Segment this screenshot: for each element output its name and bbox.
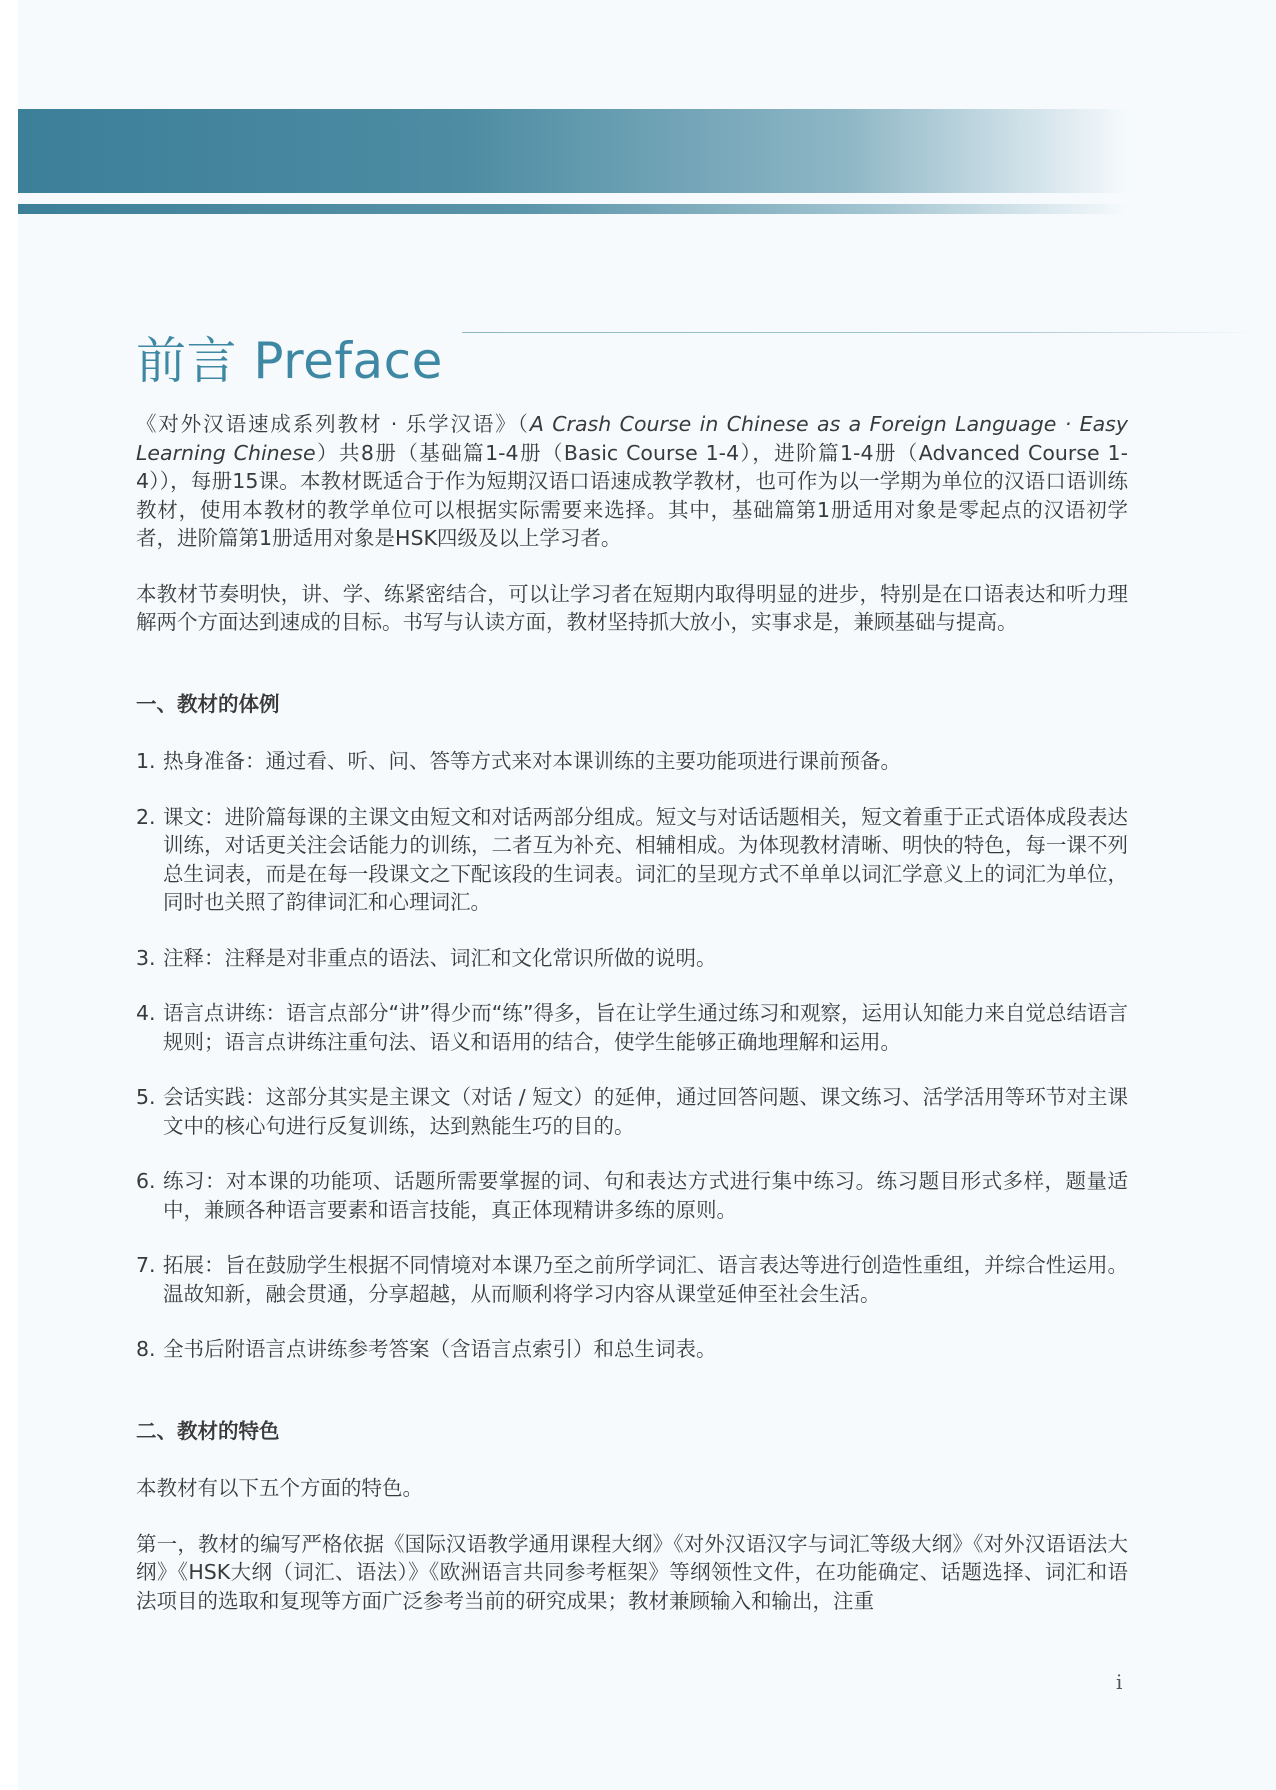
list-item — [136, 1251, 1128, 1308]
list-item-number: 2. — [136, 804, 156, 829]
list-item-number: 5. — [136, 1085, 156, 1109]
header-banner-stripe — [18, 204, 1128, 214]
title-divider — [462, 332, 1256, 333]
features-intro-paragraph: 本教材有以下五个方面的特色。 — [136, 1476, 423, 1500]
title-row — [136, 292, 1256, 390]
list-item-text: 会话实践：这部分其实是主课文（对话 / 短文）的延伸，通过回答问题、课文练习、活学活用等环节对主课文中的核心句进行反复训练，达到熟能生巧的目的。 — [163, 1085, 1128, 1138]
list-item-number: 3. — [136, 945, 156, 970]
page-number: i — [1116, 1670, 1123, 1694]
list-item-text: 热身准备：通过看、听、问、答等方式来对本课训练的主要功能项进行课前预备。 — [163, 749, 901, 773]
section-heading-features: 二、教材的特色 — [136, 1418, 280, 1443]
main-content — [136, 410, 1128, 1615]
intro-paragraph — [136, 410, 1128, 553]
structure-list — [136, 747, 1128, 1364]
list-item — [136, 803, 1128, 917]
intro-title-chinese: 《对外汉语速成系列教材 · 乐学汉语》（ — [136, 412, 530, 436]
header-banner — [18, 109, 1128, 193]
list-item-number: 4. — [136, 1001, 156, 1025]
intro-body-text: ）共8册（基础篇1-4册（Basic Course 1-4），进阶篇1-4册（Advanced Course 1-4）），每册15课。本教材既适合于作为短期汉语口语速成教学教材，也可作为以一学期为单位的汉语口语训练教材，使用本教材的教学单位可以根据实际需要来选择。其中，基础篇第1册适用对象是零起点的汉语初学者，进阶篇第1册适用对象是HSK四级及以上学习者。 — [136, 440, 1128, 550]
list-item-number: 1. — [136, 749, 156, 773]
list-item-text: 注释：注释是对非重点的语法、词汇和文化常识所做的说明。 — [163, 945, 717, 970]
list-item — [136, 999, 1128, 1056]
section-heading-structure: 一、教材的体例 — [136, 691, 280, 716]
page-title: 前言 Preface — [136, 331, 443, 390]
list-item — [136, 1083, 1128, 1140]
list-item — [136, 944, 1128, 973]
list-item — [136, 1335, 1128, 1364]
list-item-number: 7. — [136, 1253, 156, 1277]
list-item-text: 练习：对本课的功能项、话题所需要掌握的词、句和表达方式进行集中练习。练习题目形式多样，题量适中，兼顾各种语言要素和语言技能，真正体现精讲多练的原则。 — [163, 1169, 1128, 1222]
list-item-text: 全书后附语言点讲练参考答案（含语言点索引）和总生词表。 — [163, 1337, 717, 1361]
overview-paragraph: 本教材节奏明快，讲、学、练紧密结合，可以让学习者在短期内取得明显的进步，特别是在口语表达和听力理解两个方面达到速成的目标。书写与认读方面，教材坚持抓大放小，实事求是，兼顾基础与提高。 — [136, 581, 1128, 634]
list-item-text: 拓展：旨在鼓励学生根据不同情境对本课乃至之前所学词汇、语言表达等进行创造性重组，并综合性运用。温故知新，融会贯通，分享超越，从而顺利将学习内容从课堂延伸至社会生活。 — [163, 1253, 1128, 1306]
list-item-text: 课文：进阶篇每课的主课文由短文和对话两部分组成。短文与对话话题相关，短文着重于正式语体成段表达训练，对话更关注会话能力的训练，二者互为补充、相辅相成。为体现教材清晰、明快的特色，每一课不列总生词表，而是在每一段课文之下配该段的生词表。词汇的呈现方式不单单以词汇学意义上的词汇为单位，同时也关照了韵律词汇和心理词汇。 — [163, 804, 1128, 914]
list-item-number: 8. — [136, 1337, 156, 1361]
intro-title-english: A Crash Course in Chinese as a Foreign Language · Easy Learning Chinese — [136, 412, 1128, 465]
features-paragraph: 第一，教材的编写严格依据《国际汉语教学通用课程大纲》《对外汉语汉字与词汇等级大纲》《对外汉语语法大纲》《HSK大纲（词汇、语法）》《欧洲语言共同参考框架》等纲领性文件，在功能确定、话题选择、词汇和语法项目的选取和复现等方面广泛参考当前的研究成果；教材兼顾输入和输出，注重 — [136, 1531, 1128, 1613]
list-item-text: 语言点讲练：语言点部分“讲”得少而“练”得多，旨在让学生通过练习和观察，运用认知能力来自觉总结语言规则；语言点讲练注重句法、语义和语用的结合，使学生能够正确地理解和运用。 — [163, 1001, 1128, 1054]
list-item-number: 6. — [136, 1169, 156, 1193]
list-item — [136, 1167, 1128, 1224]
list-item — [136, 747, 1128, 776]
